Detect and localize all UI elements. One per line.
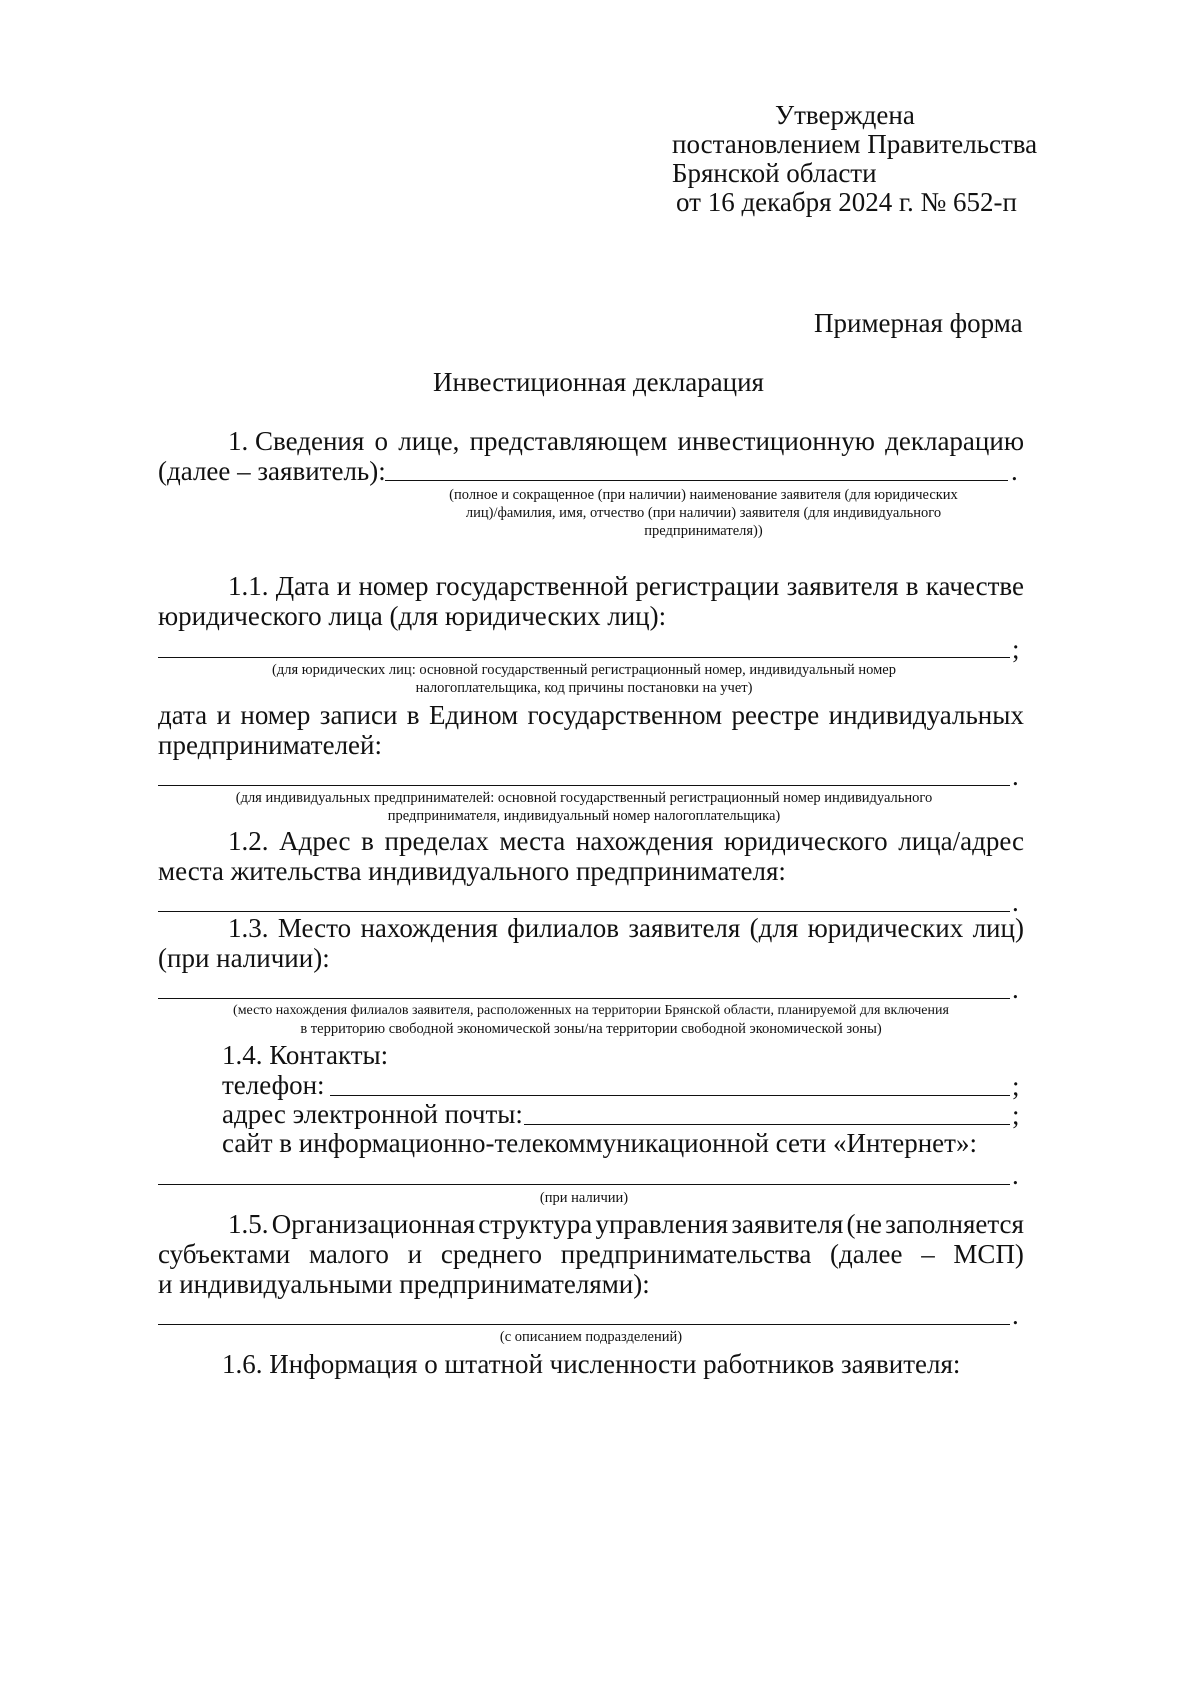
approval-line-1: Утверждена [775,100,915,130]
section-1-3-line-1 [228,912,1024,944]
s1-3-word: лиц) [972,913,1024,943]
s1-2-word: 1.2. [228,826,269,856]
applicant-name-hint-2: лиц)/фамилия, имя, отчество (при наличии) заявителя (для индивидуального [465,505,942,521]
s1-2-word: места [499,826,566,856]
s1-3-word: (для [749,913,799,943]
s1-word: представляющем [469,426,668,456]
s1-1-word: дата [158,700,208,730]
email-end: ; [1012,1100,1020,1130]
document-title: Инвестиционная декларация [433,367,764,397]
legal-registration-end: ; [1012,634,1020,664]
address-input[interactable] [160,886,1006,912]
s1-3-word: заявителя [628,913,741,943]
s1-word: инвестиционную [677,426,875,456]
org-structure-end: . [1012,1300,1019,1330]
section-1-1-line-1 [228,570,1024,602]
section-1-1-line-4: предпринимателей: [158,730,382,760]
s1-1-word: государственном [527,700,723,730]
s1-5-word: предпринимательства [560,1239,812,1269]
s1-2-word: Адрес [279,826,351,856]
s1-5-word: заполняется [885,1209,1024,1239]
s1-2-word: лица/адрес [898,826,1024,856]
s1-5-word: структура [478,1209,593,1239]
section-1-2-line-1 [228,825,1024,857]
s1-1-word: номер [358,571,429,601]
approval-line-4: от 16 декабря 2024 г. № 652-п [676,187,1017,217]
branches-input[interactable] [160,973,1006,999]
s1-2-word: юридического [723,826,888,856]
s1-5-word: МСП) [953,1239,1024,1269]
s1-1-word: государственной [435,571,629,601]
s1-5-word: малого [308,1239,389,1269]
website-label: сайт в информационно-телекоммуникационной сети «Интернет»: [222,1128,977,1158]
s1-5-word: – [921,1239,935,1269]
s1-word: лице, [398,426,460,456]
ip-registration-input[interactable] [160,760,1006,786]
legal-registration-hint-1: (для юридических лиц: основной государственный регистрационный номер, индивидуальный номер [272,662,896,678]
branches-hint-2: в территорию свободной экономической зоны/на территории свободной экономической зоны) [300,1021,882,1037]
section-1-5-line-3: и индивидуальными предпринимателями): [158,1269,650,1299]
s1-5-word: Организационная [271,1209,476,1239]
phone-input[interactable] [332,1070,1006,1096]
approval-line-3: Брянской области [672,158,877,188]
s1-1-word: Дата [275,571,330,601]
s1-word: о [374,426,388,456]
section-1-1-line-3 [158,699,1024,731]
website-input[interactable] [160,1159,1006,1185]
s1-3-word: Место [277,913,352,943]
s1-5-word: (далее [830,1239,903,1269]
section-1-line-1 [228,425,1024,457]
s1-1-word: заявителя [786,571,899,601]
s1-3-word: нахождения [360,913,498,943]
section-1-3-line-2: (при наличии): [158,943,330,973]
s1-1-word: Едином [428,700,519,730]
s1-1-word: и [336,571,352,601]
branches-hint-1: (место нахождения филиалов заявителя, расположенных на территории Брянской области, планируемой для включения [233,1003,949,1018]
website-end: . [1012,1160,1019,1190]
ip-registration-hint-1: (для индивидуальных предпринимателей: основной государственный регистрационный номер индивидуального [235,790,933,806]
s1-2-word: нахождения [575,826,714,856]
s1-5-word: субъектами [158,1239,291,1269]
s1-5-word: среднего [440,1239,543,1269]
form-type-label: Примерная форма [814,308,1023,338]
applicant-name-input[interactable] [388,455,1005,481]
email-label: адрес электронной почты: [222,1099,523,1129]
s1-5-word: управления [595,1209,729,1239]
s1-1-word: индивидуальных [828,700,1024,730]
org-structure-input[interactable] [160,1299,1006,1325]
s1-5-word: 1.5. [228,1209,269,1239]
branches-end: . [1012,974,1019,1004]
section-1-5-line-2 [158,1238,1024,1270]
ip-registration-end: . [1012,761,1019,791]
section-1-6-line-1: 1.6. Информация о штатной численности работников заявителя: [222,1349,961,1379]
org-structure-hint: (с описанием подразделений) [499,1329,683,1345]
s1-1-word: качестве [925,571,1024,601]
s1-3-word: 1.3. [228,913,269,943]
email-input[interactable] [526,1099,1006,1125]
s1-1-word: в [406,700,420,730]
s1-1-word: реестре [731,700,820,730]
s1-1-word: и [216,700,231,730]
s1-3-word: юридических [807,913,964,943]
applicant-name-end: . [1011,456,1018,486]
legal-registration-input[interactable] [160,632,1006,658]
s1-word: декларацию [885,426,1024,456]
section-1-5-line-1 [228,1208,1024,1240]
s1-1-word: 1.1. [228,571,269,601]
s1-1-word: номер [240,700,311,730]
s1-5-word: (не [846,1209,882,1239]
s1-5-word: заявителя [731,1209,844,1239]
s1-word: 1. Сведения [228,426,365,456]
contacts-heading: 1.4. Контакты: [222,1040,389,1070]
section-1-1-line-2: юридического лица (для юридических лиц): [158,601,667,631]
section-1-applicant-label: (далее – заявитель): [158,456,386,486]
s1-1-word: в [905,571,919,601]
applicant-name-hint-1: (полное и сокращенное (при наличии) наименование заявителя (для юридических [449,487,958,503]
legal-registration-hint-2: налогоплательщика, код причины постановки на учет) [415,680,753,696]
s1-3-word: филиалов [507,913,620,943]
ip-registration-hint-2: предпринимателя, индивидуальный номер налогоплательщика) [387,808,781,824]
website-hint: (при наличии) [539,1190,629,1206]
s1-5-word: и [407,1239,423,1269]
approval-line-2: постановлением Правительства [672,129,1038,159]
s1-2-word: пределах [384,826,489,856]
phone-label: телефон: [222,1070,325,1100]
applicant-name-hint-3: предпринимателя)) [644,523,763,539]
address-end: . [1012,887,1019,917]
s1-2-word: в [361,826,374,856]
s1-1-word: регистрации [635,571,780,601]
section-1-2-line-2: места жительства индивидуального предпринимателя: [158,856,786,886]
s1-1-word: записи [319,700,398,730]
phone-end: ; [1012,1071,1020,1101]
